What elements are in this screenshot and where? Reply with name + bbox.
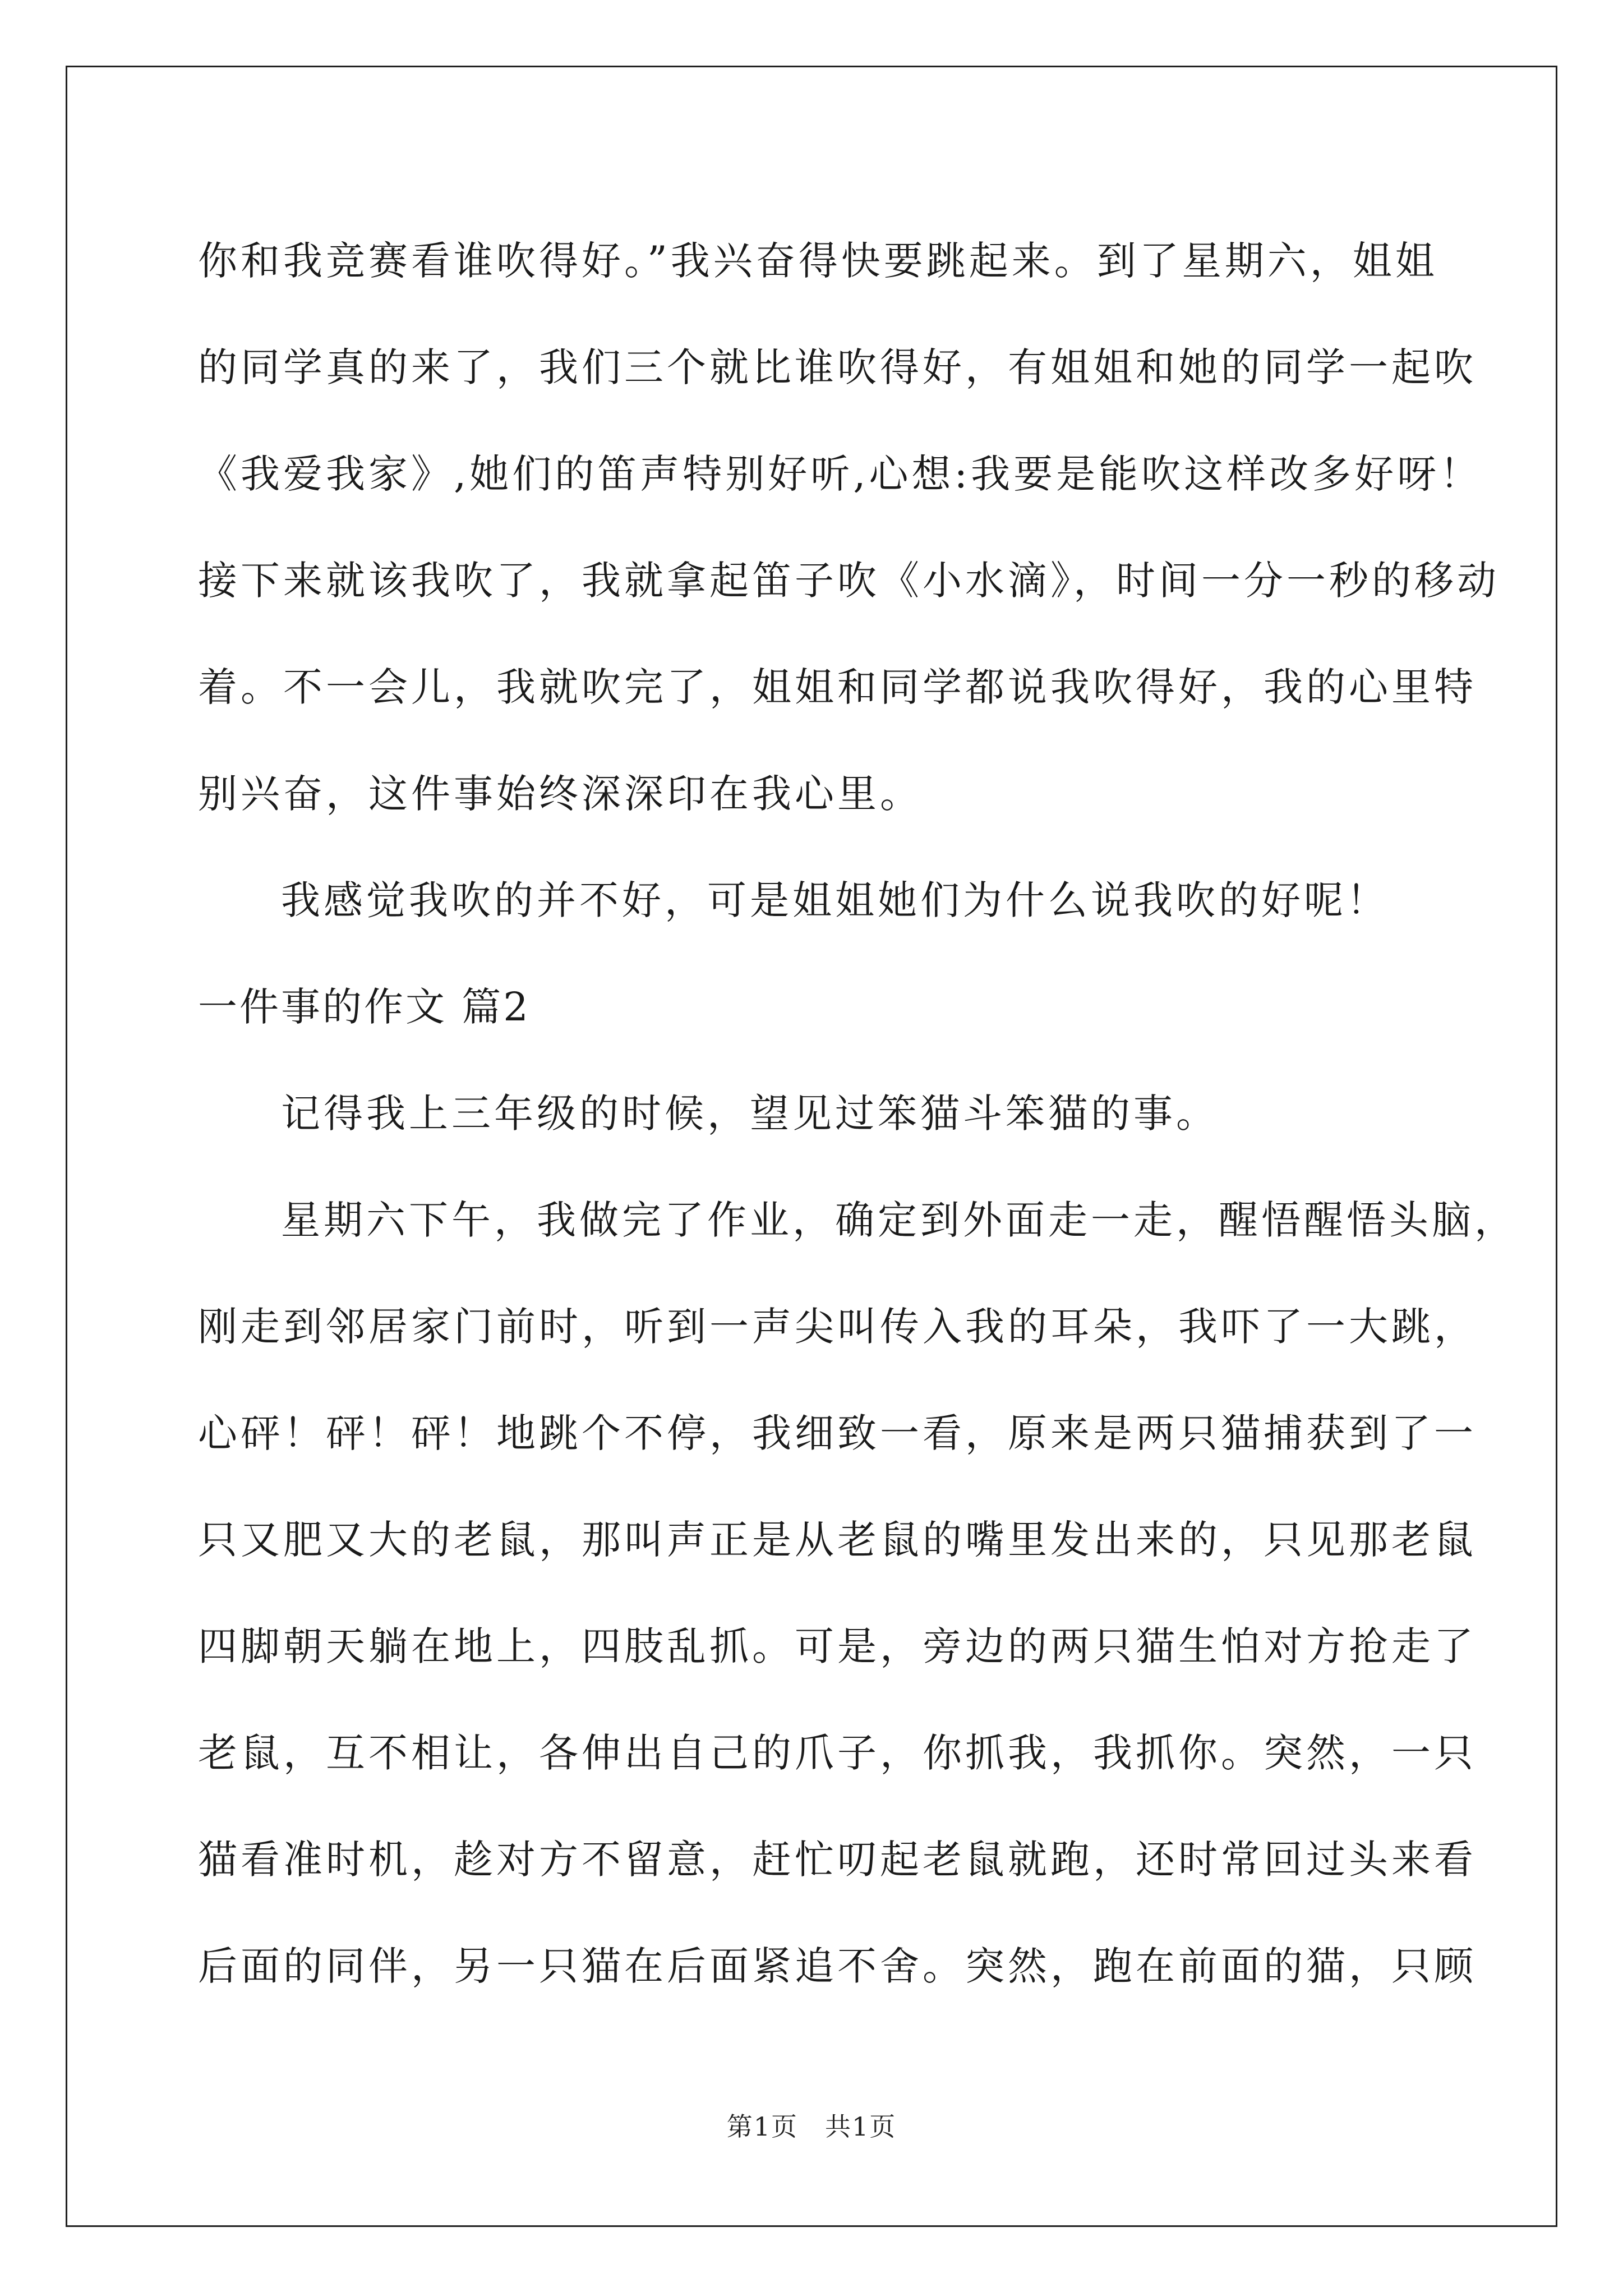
text-line: 猫看准时机，趁对方不留意，赶忙叨起老鼠就跑，还时常回过头来看 — [198, 1837, 1477, 1883]
text-line: 接下来就该我吹了，我就拿起笛子吹《小水滴》，时间一分一秒的移动 — [198, 558, 1500, 604]
text-line: 你和我竞赛看谁吹得好。”我兴奋得快要跳起来。到了星期六，姐姐 — [198, 238, 1438, 284]
text-line: 着。不一会儿，我就吹完了，姐姐和同学都说我吹得好，我的心里特 — [198, 664, 1477, 710]
page-number-footer: 第1页 共1页 — [726, 2111, 897, 2142]
text-line: 记得我上三年级的时候，望见过笨猫斗笨猫的事。 — [281, 1091, 1219, 1137]
text-line: 我感觉我吹的并不好，可是姐姐她们为什么说我吹的好呢！ — [281, 877, 1389, 923]
text-line: 老鼠，互不相让，各伸出自己的爪子，你抓我，我抓你。突然，一只 — [198, 1730, 1477, 1776]
text-line: 《我爱我家》,她们的笛声特别好听,心想:我要是能吹这样改多好呀！ — [198, 451, 1483, 497]
text-line: 只又肥又大的老鼠，那叫声正是从老鼠的嘴里发出来的，只见那老鼠 — [198, 1517, 1477, 1563]
section-heading: 一件事的作文 篇2 — [198, 984, 531, 1030]
text-line: 心砰！砰！砰！地跳个不停，我细致一看，原来是两只猫捕获到了一 — [198, 1410, 1477, 1456]
text-line: 四脚朝天躺在地上，四肢乱抓。可是，旁边的两只猫生怕对方抢走了 — [198, 1623, 1477, 1669]
text-line: 的同学真的来了，我们三个就比谁吹得好，有姐姐和她的同学一起吹 — [198, 344, 1477, 390]
text-line: 星期六下午，我做完了作业，确定到外面走一走，醒悟醒悟头脑， — [281, 1197, 1517, 1243]
document-body — [198, 208, 1517, 2019]
text-line: 刚走到邻居家门前时，听到一声尖叫传入我的耳朵，我吓了一大跳， — [198, 1304, 1477, 1350]
text-line: 别兴奋，这件事始终深深印在我心里。 — [198, 771, 923, 817]
text-line: 后面的同伴，另一只猫在后面紧追不舍。突然，跑在前面的猫，只顾 — [198, 1943, 1477, 1989]
